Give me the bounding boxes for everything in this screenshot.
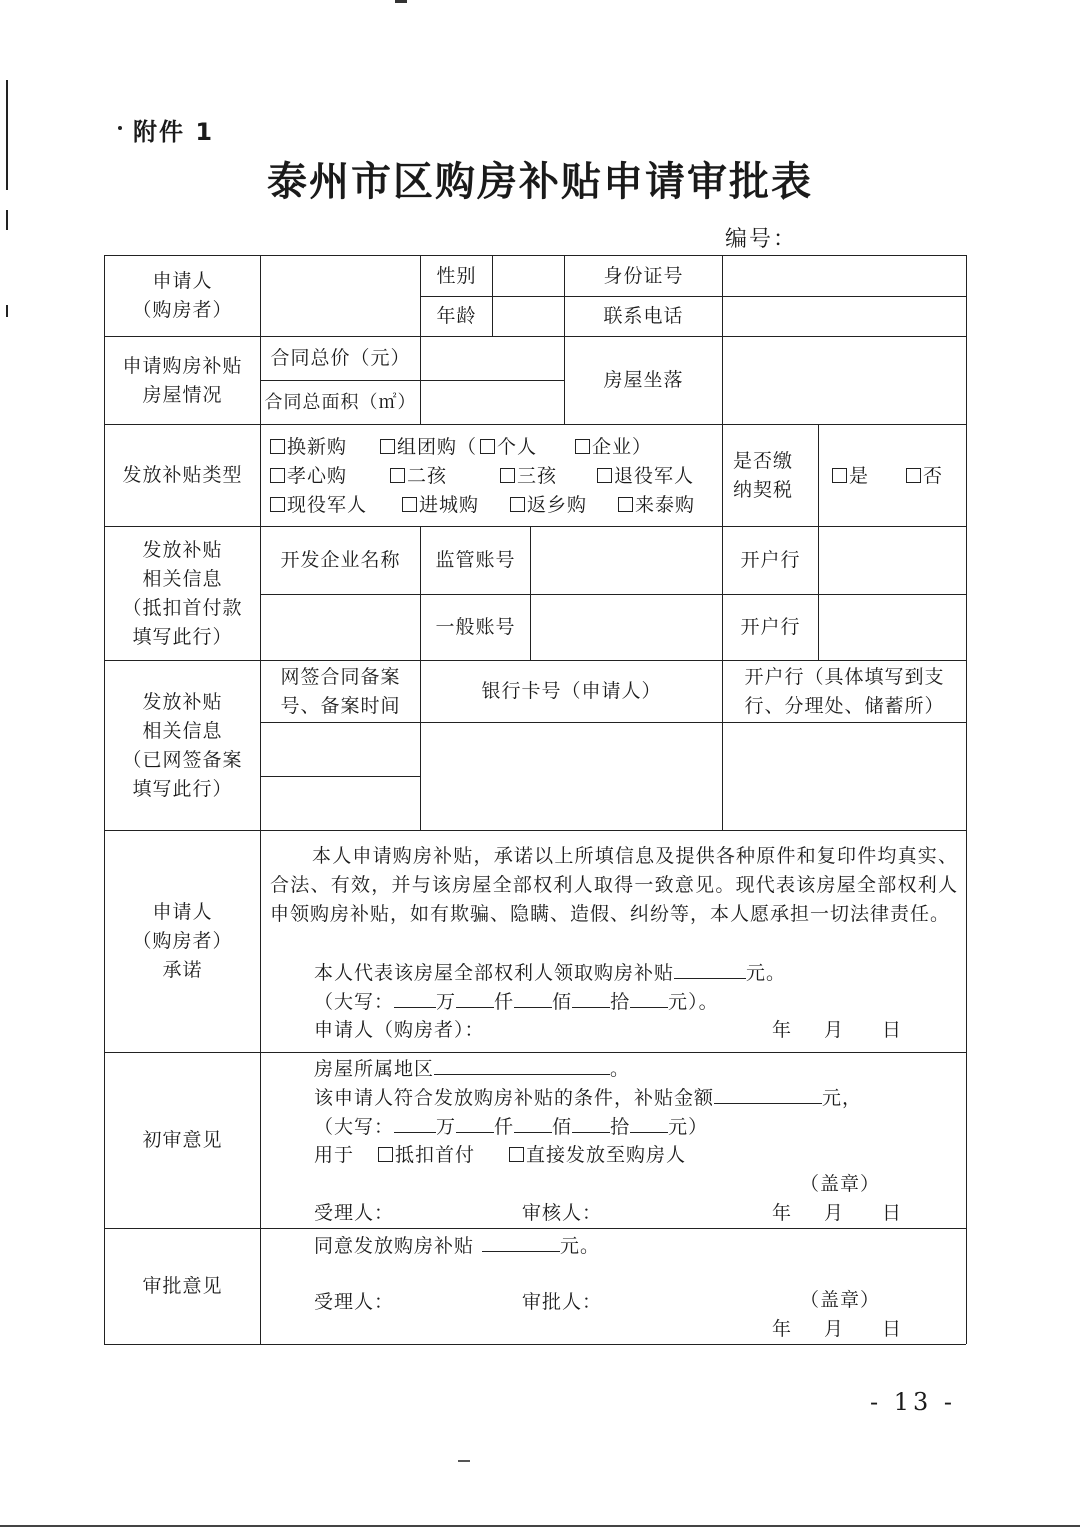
use-line: 用于 抵扣首付 直接发放至购房人 [314,1144,687,1166]
checkbox-deduct[interactable] [378,1147,393,1162]
approval-amount-blank[interactable] [482,1231,560,1252]
scan-mark-top [395,0,407,3]
deed-tax-options: 是 否 [832,462,943,491]
scan-mark [458,1460,470,1462]
initial-review-label: 初审意见 [142,1129,223,1151]
binding-line [6,210,8,230]
bank-card-label: 银行卡号（申请人） [481,680,662,702]
checkbox-direct[interactable] [509,1147,524,1162]
checkbox[interactable] [510,497,525,512]
approval-approver-label: 审批人： [522,1291,603,1313]
page-number: - 13 - [870,1388,957,1416]
checkbox[interactable] [575,439,590,454]
commitment-paragraph: 本人申请购房补贴，承诺以上所填信息及提供各种原件和复印件均真实、合法、有效，并与该房屋全部权利人取得一致意见。现代表该房屋全部权利人申领购房补贴，如有欺骗、隐瞒、造假、纠纷等，本人愿承担一切法律责任。 [270,845,958,925]
region-blank[interactable] [434,1054,610,1075]
bullet-dot [118,126,122,130]
checkbox[interactable] [270,439,285,454]
subsidy-amount-blank[interactable] [714,1083,822,1104]
checkbox[interactable] [402,497,417,512]
initial-handler-label: 受理人： [314,1202,395,1224]
initial-date: 年 月 日 [772,1202,903,1224]
checkbox[interactable] [618,497,633,512]
initial-daxie-line: （大写： 万 仟 佰 拾 元） [314,1112,708,1142]
deed-tax-label: 是否缴 纳契税 [733,449,794,501]
scan-edge-bottom [0,1525,1080,1527]
checkbox[interactable] [480,439,495,454]
subsidy-type-row-3: 现役军人 进城购 返乡购 来泰购 [270,491,695,520]
bank-branch-label: 开户行（具体填写到支 行、分理处、储蓄所） [744,665,945,717]
checkbox[interactable] [597,468,612,483]
checkbox-no[interactable] [906,468,921,483]
approval-amount-line: 同意发放购房补贴 元。 [314,1231,600,1261]
approval-seal: （盖章） [800,1289,881,1311]
attachment-label: 附件 1 [133,118,215,146]
checkbox[interactable] [270,497,285,512]
subsidy-type-row-1: 换新购 组团购（ 个人 企业） [270,433,652,462]
region-line: 房屋所属地区 。 [314,1054,630,1084]
id-number-label: 身份证号 [603,264,684,287]
subsidy-amount-line: 该申请人符合发放购房补贴的条件，补贴金额 元， [314,1083,862,1113]
checkbox-yes[interactable] [832,468,847,483]
approval-handler-label: 受理人： [314,1291,395,1313]
subsidy-type-row-2: 孝心购 二孩 三孩 退役军人 [270,462,694,491]
bank-label-general: 开户行 [740,616,801,638]
approval-label: 审批意见 [142,1275,223,1297]
approval-date: 年 月 日 [772,1318,903,1340]
house-info-label: 申请购房补贴 房屋情况 [122,354,243,406]
applicant-label: 申请人 （购房者） [132,270,233,321]
subsidy-type-label: 发放补贴类型 [122,464,243,486]
page-title: 泰州市区购房补贴申请审批表 [267,159,813,205]
bank-label-supervised: 开户行 [740,549,801,571]
initial-reviewer-label: 审核人： [522,1202,603,1224]
age-label: 年龄 [436,305,477,327]
commitment-signer-label: 申请人（购房者）： [314,1019,485,1041]
house-location-label: 房屋坐落 [603,369,684,391]
payment-info-signed-label: 发放补贴 相关信息 （已网签备案 填写此行） [122,690,243,800]
commitment-amount-line: 本人代表该房屋全部权利人领取购房补贴 元。 [314,958,786,988]
binding-line [6,305,8,317]
commitment-date: 年 月 日 [772,1019,903,1041]
checkbox[interactable] [500,468,515,483]
supervised-account-label: 监管账号 [435,549,516,571]
checkbox[interactable] [380,439,395,454]
checkbox[interactable] [270,468,285,483]
gender-label: 性别 [436,264,477,287]
contract-record-label: 网签合同备案 号、备案时间 [280,665,401,717]
phone-label: 联系电话 [603,305,684,327]
contract-price-label: 合同总价（元） [270,347,411,369]
contract-area-label: 合同总面积（㎡） [264,392,417,413]
amount-blank[interactable] [674,958,746,979]
developer-name-label: 开发企业名称 [280,549,401,571]
serial-number-label: 编号： [725,227,798,252]
commitment-label: 申请人 （购房者） 承诺 [132,901,233,981]
initial-seal: （盖章） [800,1173,881,1195]
checkbox[interactable] [390,468,405,483]
commitment-daxie-line: （大写： 万 仟 佰 拾 元）。 [314,987,719,1017]
general-account-label: 一般账号 [435,616,516,638]
payment-info-deduct-label: 发放补贴 相关信息 （抵扣首付款 填写此行） [122,538,243,648]
